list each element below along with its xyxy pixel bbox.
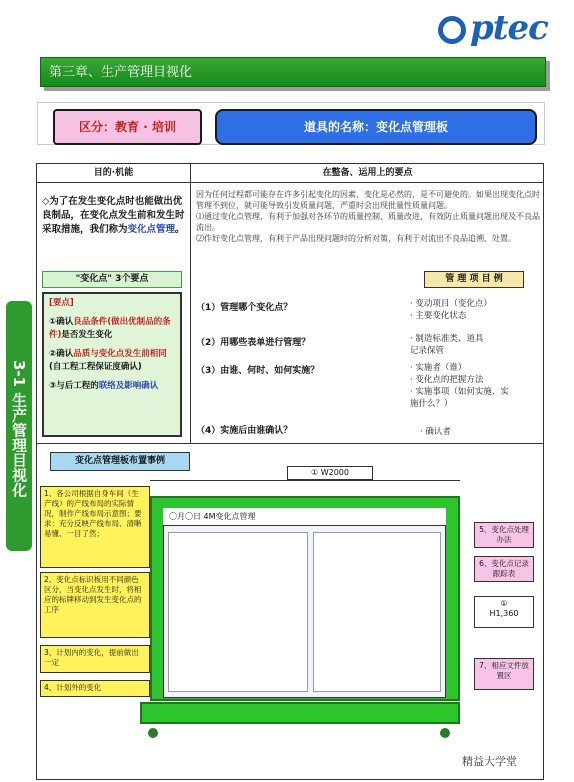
width-dimension: ① W2000 bbox=[287, 466, 373, 480]
note-7: 7、相应文件放置区 bbox=[474, 658, 534, 690]
note-2: 2、变化点标识板用不同颜色区分，当变化点发生时，将相应的标牌移动到发生变化点的工序 bbox=[40, 572, 150, 638]
optec-logo: ptec bbox=[430, 8, 564, 48]
column-divider bbox=[190, 163, 191, 443]
question-3: （3）由谁、何时、如何实施？ bbox=[196, 366, 320, 376]
wheel-icon bbox=[148, 728, 158, 738]
answer-1: · 变动项目（变化点） · 主要变化状态 bbox=[410, 299, 492, 321]
key-points-title: "变化点" 3个要点 bbox=[42, 271, 182, 288]
board-stand bbox=[140, 702, 460, 724]
key-point-3: ③与后工程的联络及影响确认 bbox=[49, 381, 159, 391]
note-6: 6、变化点记录跟踪表 bbox=[474, 556, 534, 582]
question-4: （4）实施后由谁确认？ bbox=[196, 426, 293, 436]
description-p1: 因为任何过程都可能存在许多引起变化的因素，变化是必然的，是不可避免的。如果出现变化点时管理不到位，就可能导致引发质量问题，严重时会出现批量性质量问题。 bbox=[196, 190, 540, 210]
key-point-2: ②确认品质与变化点发生前相同(自工程工程保证度确认) bbox=[49, 349, 167, 372]
answer-4: · 确认者 bbox=[420, 427, 451, 437]
row-divider bbox=[36, 443, 544, 444]
question-2: （2）用哪些表单进行管理？ bbox=[196, 338, 311, 348]
note-4: 4、计划外的变化 bbox=[40, 680, 150, 697]
col1-header: 目的·机能 bbox=[36, 163, 191, 183]
watermark: 精益大学堂 bbox=[462, 755, 517, 768]
purpose-text-1: ◇为了在发生变化点时也能做出优良制品，在变化点发生前和发生时采取措施，我们称为 bbox=[42, 196, 185, 235]
note-5: 5、变化点处理办法 bbox=[474, 522, 534, 548]
purpose-text-2: 。 bbox=[175, 224, 185, 235]
tool-name-badge: 道具的名称：变化点管理板 bbox=[215, 109, 537, 145]
key-point-1: ①确认良品条件(做出优制品的条件)是否发生变化 bbox=[49, 317, 171, 340]
wheel-icon bbox=[440, 728, 450, 738]
col2-header: 在整备、运用上的要点 bbox=[191, 163, 544, 183]
width-arrow bbox=[150, 480, 460, 481]
note-3: 3、计划内的变化，提前做出一定 bbox=[40, 645, 150, 673]
key-points-box bbox=[42, 292, 182, 437]
purpose-term: 变化点管理 bbox=[127, 224, 176, 235]
answer-3: · 实施者（谁） · 变化点的把握方法 · 实施事项（如何实施、实 施什么？） bbox=[410, 363, 509, 409]
change-point-grid bbox=[313, 532, 441, 692]
description-p2: ⑴通过变化点管理，有利于加强对各环节的质量控制、质量改进，有效防止质量问题出现及不良品流出。 bbox=[196, 212, 540, 232]
chapter-title: 第三章、生产管理目视化 bbox=[40, 57, 546, 87]
board-header: 〇月〇日 4M变化点管理 bbox=[163, 508, 446, 526]
line-layout-diagram bbox=[168, 532, 308, 692]
manage-items-label: 管 理 项 目 例 bbox=[424, 271, 524, 288]
answer-2: · 制造标准类、道具 记录保管 bbox=[410, 334, 484, 356]
category-badge: 区分：教育 · 培训 bbox=[53, 109, 202, 145]
description bbox=[196, 189, 540, 244]
example-title: 变化点管理板布置事例 bbox=[50, 452, 190, 471]
height-dimension: ① H1,360 bbox=[474, 596, 534, 628]
question-1: （1）管理哪个变化点？ bbox=[196, 303, 293, 313]
key-points-label: [要点] bbox=[49, 298, 74, 308]
side-tab: 3-1 生产管理目视化 bbox=[6, 301, 32, 551]
description-p3: ⑵作好变化点管理，有利于产品出现问题时的分析对策，有利于对流出不良品追溯、处置。 bbox=[196, 234, 516, 243]
note-1: 1、各公司根据自身车间（生产线）的产线布局的实际情况，制作产线布局示意图；要求：充分反映产线布局、清晰易懂、一目了然； bbox=[40, 486, 150, 568]
purpose-text bbox=[42, 195, 187, 237]
